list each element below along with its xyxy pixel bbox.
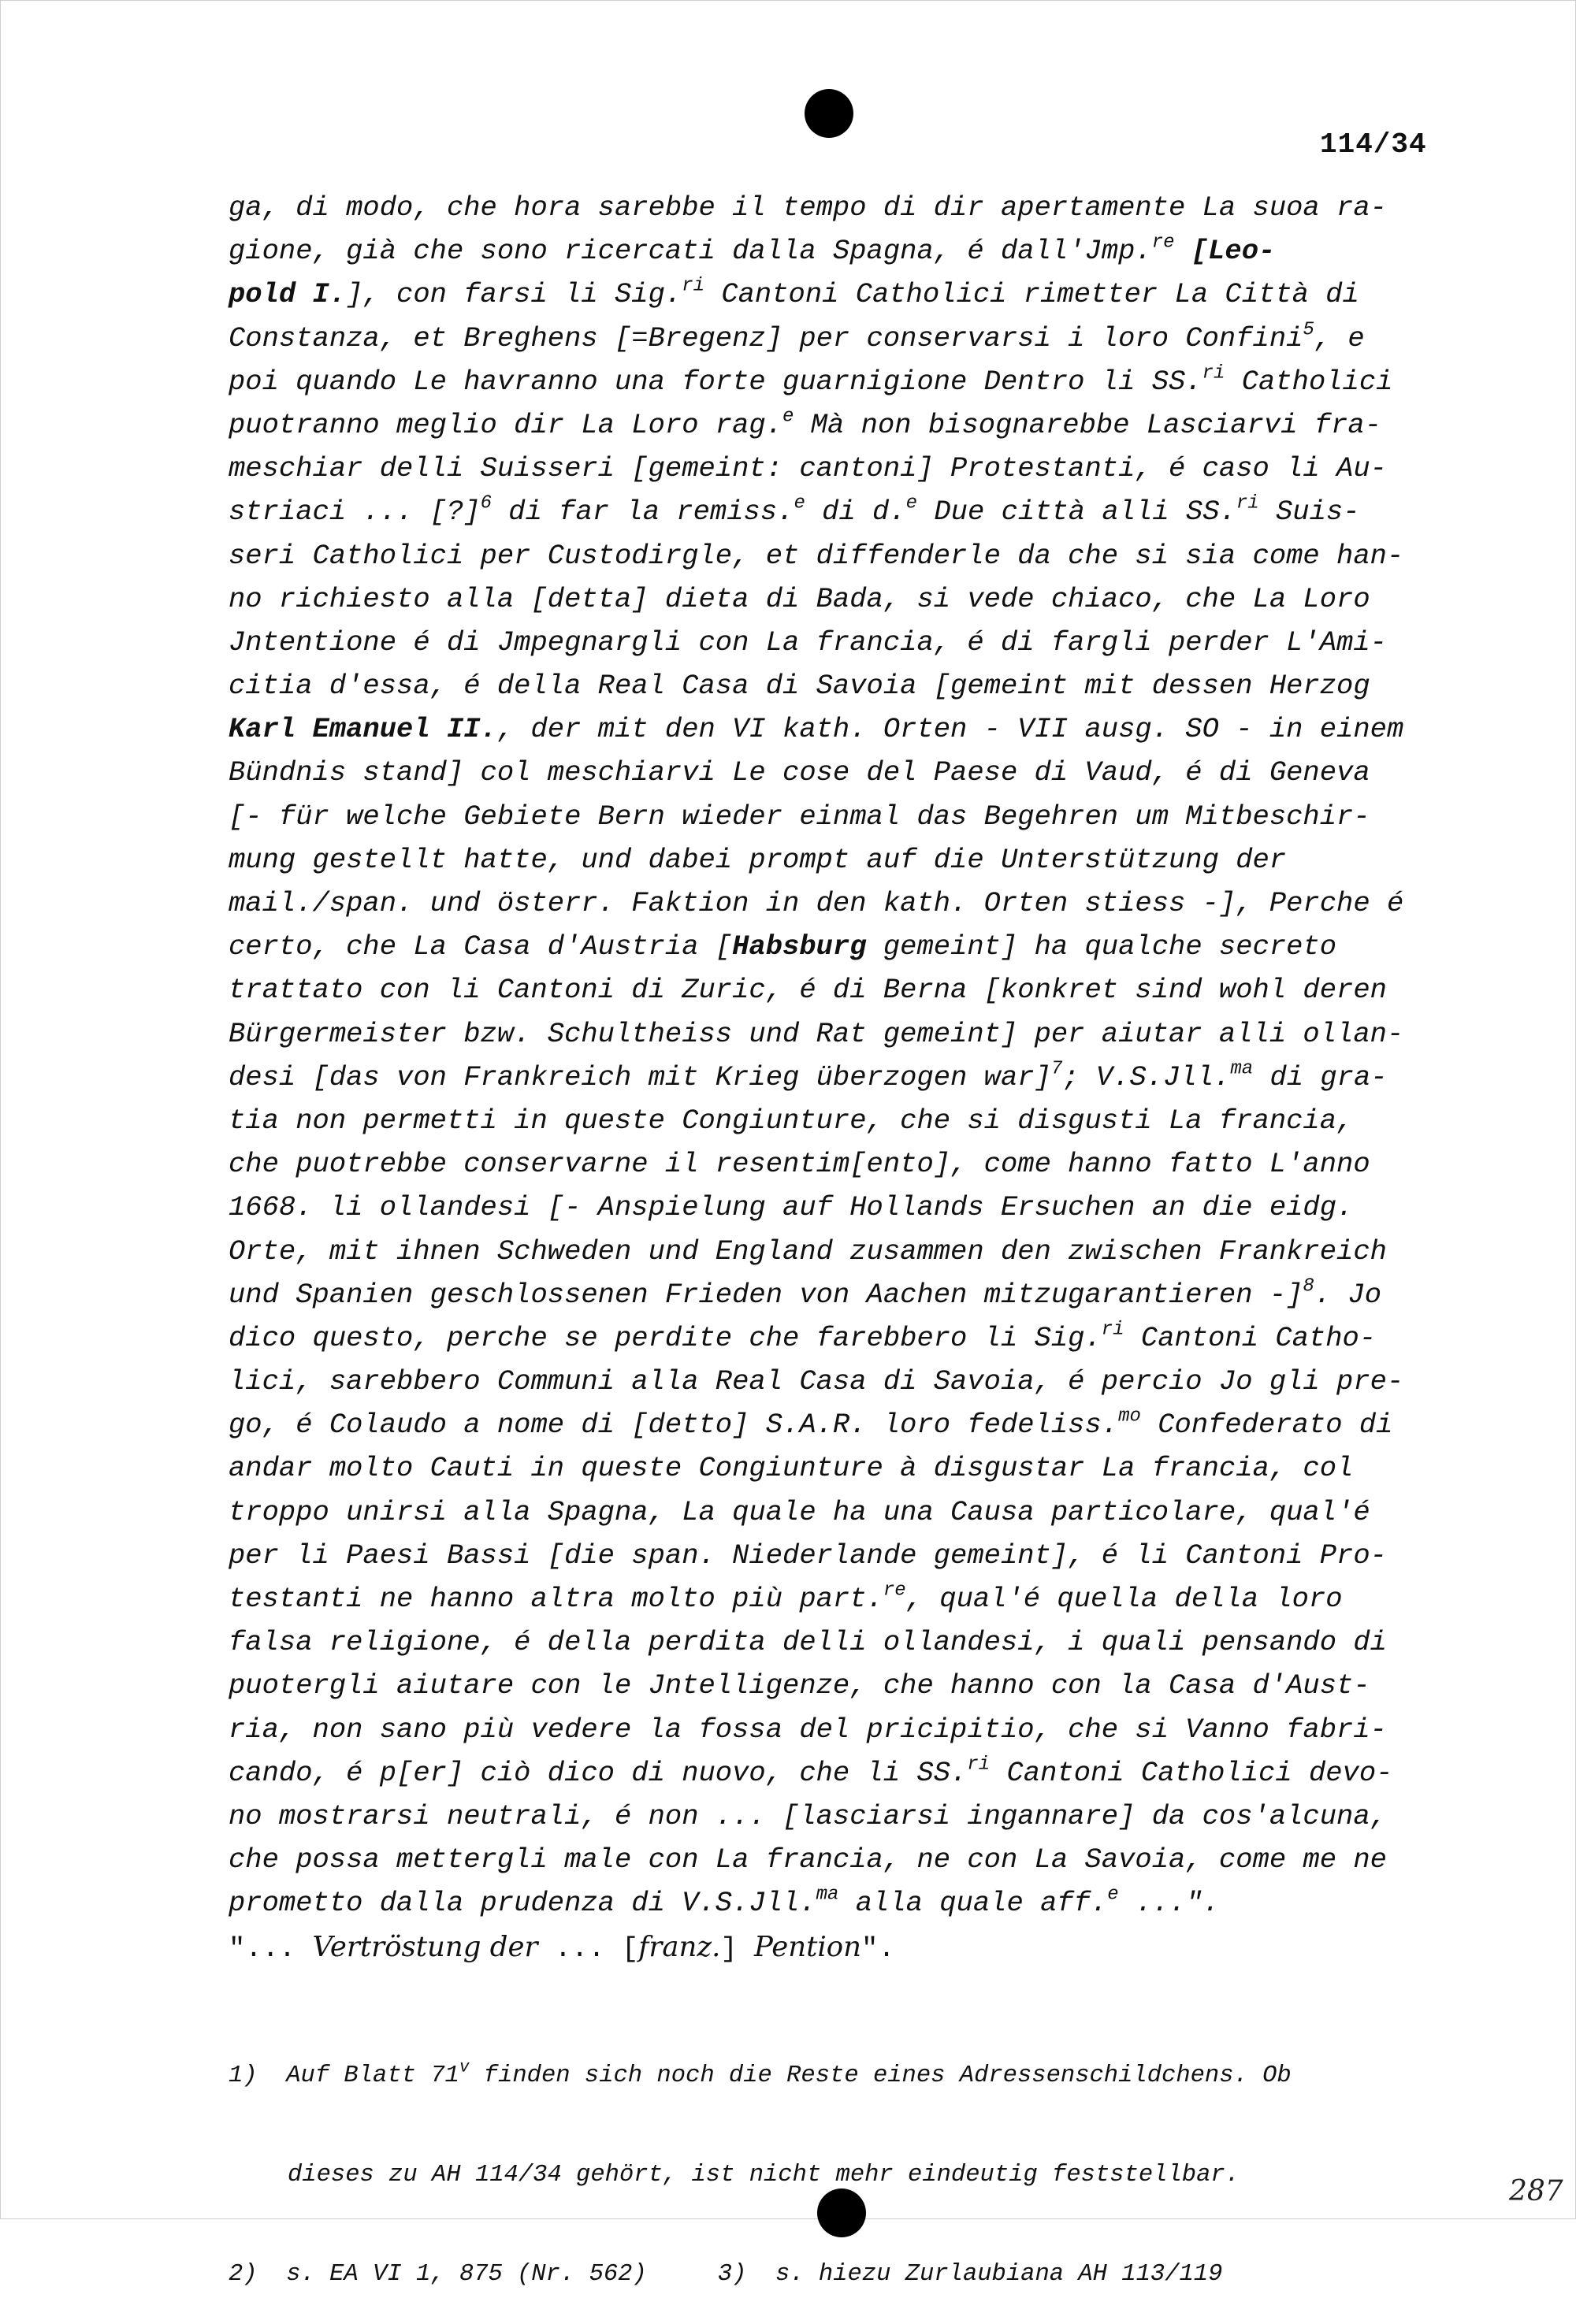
text-segment: dico questo, perche se perdite che farebbero li Sig. [229,1321,1102,1354]
text-line [229,1491,1446,1534]
text-segment: puotergli aiutare con le Jntelligenze, che hanno con la Casa d'Aust- [229,1669,1370,1702]
text-segment: no mostrarsi neutrali, é non ... [lasciarsi ingannare] da cos'alcuna, [229,1799,1387,1832]
text-line [229,882,1446,925]
text-segment: ; V.S.Jll. [1062,1060,1231,1093]
text-line [229,838,1446,882]
text-line [229,1273,1446,1316]
superscript: e [794,492,805,514]
footnote-1-line-2: dieses zu AH 114/34 gehört, ist nicht mehr eindeutig feststellbar. [288,2162,1240,2188]
text-segment: desi [das von Frankreich mit Krieg überzogen war] [229,1060,1051,1093]
text-segment: Jntentione é di Jmpegnargli con La francia, é di fargli perder L'Ami- [229,626,1387,659]
text-line [229,273,1446,316]
bold-text: Karl Emanuel II. [229,713,497,746]
text-line [229,1056,1446,1099]
text-segment: , e [1314,321,1365,355]
text-segment: striaci ... [?] [229,496,481,529]
text-segment: mail./span. und österr. Faktion in den kath. Orten stiess -], Perche é [229,887,1404,919]
footnote-1-text-a: 1) Auf Blatt 71 [229,2062,459,2089]
text-line [229,1142,1446,1186]
transcription-body [229,186,1446,1925]
text-segment: cando, é p[er] ciò dico di nuovo, che li SS. [229,1756,968,1789]
text-segment: go, é Colaudo a nome di [detto] S.A.R. loro fedeliss. [229,1409,1119,1442]
text-line [229,186,1446,229]
text-segment: ga, di modo, che hora sarebbe il tempo di dir apertamente La suoa ra- [229,191,1387,224]
text-segment: lici, sarebbero Communi alla Real Casa di Savoia, é percio Jo gli pre- [229,1365,1404,1398]
closing-script-1: Vertröstung der [312,1931,538,1963]
text-segment: no richiesto alla [detta] dieta di Bada, si vede chiaco, che La Loro [229,582,1370,615]
text-segment: che puotrebbe conservarne il resentim[ento], come hanno fatto L'anno [229,1148,1370,1181]
text-segment: Bündnis stand] col meschiarvi Le cose del Paese di Vaud, é di Geneva [229,756,1370,789]
page-number: 114/34 [1320,128,1427,161]
text-segment: trattato con li Cantoni di Zuric, é di Berna [konkret sind wohl deren [229,974,1387,1007]
text-line [229,1795,1446,1838]
text-line [229,1446,1446,1490]
text-segment: citia d'essa, é della Real Casa di Savoia [gemeint mit dessen Herzog [229,670,1370,703]
superscript: re [1151,232,1175,254]
superscript: 5 [1303,319,1314,341]
text-segment: Cantoni Catholici devo- [990,1756,1393,1789]
text-line [229,751,1446,794]
text-segment: di far la remiss. [491,496,794,529]
text-line [229,447,1446,490]
text-segment: . Jo [1314,1278,1382,1311]
text-segment: , qual'é quella della loro [905,1583,1343,1615]
closing-open: "... [229,1932,313,1965]
text-line [229,577,1446,621]
text-segment: Orte, mit ihnen Schweden und England zusammen den zwischen Frankreich [229,1234,1387,1268]
superscript: 6 [480,492,492,514]
text-line [229,1620,1446,1664]
text-segment: mung gestellt hatte, und dabei prompt auf die Unterstützung der [229,843,1287,876]
bold-text: Habsburg [732,930,867,963]
superscript: mo [1118,1405,1141,1427]
text-segment: ], con farsi li Sig. [346,278,682,311]
text-segment: , der mit den VI kath. Orten - VII ausg. SO - in einem [496,713,1404,746]
text-line [229,1186,1446,1229]
superscript: ri [1236,492,1259,514]
text-segment: testanti ne hanno altra molto più part. [229,1583,883,1615]
text-segment: Constanza, et Breghens [=Bregenz] per conservarsi i loro Confini [229,321,1303,355]
superscript: e [905,492,918,514]
text-segment: alla quale aff. [838,1887,1108,1920]
text-segment: ...". [1118,1887,1220,1920]
text-segment: seri Catholici per Custodirgle, et diffenderle da che si sia come han- [229,539,1404,572]
text-segment: puotranno meglio dir La Loro rag. [229,408,783,441]
text-line [229,1230,1446,1273]
text-line [229,317,1446,360]
text-segment: und Spanien geschlossenen Frieden von Aachen mitzugarantieren -] [229,1278,1303,1311]
text-line [229,621,1446,664]
footnote-3: 3) s. hiezu Zurlaubiana AH 113/119 [717,2261,1223,2288]
superscript: ri [1202,362,1225,384]
superscript: ma [816,1884,839,1906]
text-segment: che possa mettergli male con La francia, ne con La Savoia, come me ne [229,1843,1387,1877]
superscript: ri [967,1754,991,1776]
text-segment: meschiar delli Suisseri [gemeint: cantoni] Protestanti, é caso li Au- [229,452,1387,485]
bold-text: pold I. [229,278,347,311]
text-segment: prometto dalla prudenza di V.S.Jll. [229,1887,816,1920]
text-segment: ria, non sano più vedere la fossa del pricipitio, che si Vanno fabri- [229,1713,1387,1746]
text-line [229,534,1446,577]
superscript: ri [1101,1319,1124,1341]
footnote-2: 2) s. EA VI 1, 875 (Nr. 562) [229,2261,647,2288]
text-segment: gione, già che sono ricercati dalla Spagna, é dall'Jmp. [229,235,1152,268]
text-line [229,229,1446,273]
text-segment: [- für welche Gebiete Bern wieder einmal das Begehren um Mitbeschir- [229,800,1370,833]
text-line [229,1403,1446,1446]
closing-mid-1: ... [ [537,1932,639,1965]
text-segment: certo, che La Casa d'Austria [ [229,930,733,963]
text-segment: Due città alli SS. [917,496,1236,529]
text-line [229,1838,1446,1881]
text-segment: per li Paesi Bassi [die span. Niederlande gemeint], é li Cantoni Pro- [229,1539,1387,1572]
footnotes [229,1993,1292,2324]
text-segment: Mà non bisognarebbe Lasciarvi fra- [794,408,1382,441]
text-line [229,707,1446,751]
superscript: 7 [1050,1058,1063,1080]
text-line [229,795,1446,838]
punch-hole-top [805,89,853,138]
closing-script-3: Pention [754,1931,862,1963]
text-segment: Confederato di [1140,1409,1393,1442]
superscript: e [1107,1884,1119,1906]
text-line [229,1360,1446,1403]
text-segment: falsa religione, é della perdita delli ollandesi, i quali pensando di [229,1626,1387,1659]
text-line [229,925,1446,968]
text-segment: Cantoni Catholici rimetter La Città di [704,278,1359,311]
text-line [229,1099,1446,1142]
superscript: e [782,406,794,428]
footnote-2-3-line [229,2258,1292,2291]
text-line [229,1881,1446,1925]
superscript: ma [1230,1058,1254,1080]
text-line [229,1751,1446,1795]
footnote-1-sup: v [459,2059,470,2077]
closing-line [229,1931,895,1965]
closing-script-2: franz. [638,1931,721,1963]
superscript: ri [682,275,705,297]
text-segment: Suis- [1258,496,1360,529]
text-line [229,1534,1446,1577]
text-segment: andar molto Cauti in queste Congiunture à disgustar La francia, col [229,1452,1354,1485]
footnote-1-line-1 [229,2059,1292,2092]
bold-text: [Leo- [1174,235,1276,268]
text-segment: Cantoni Catho- [1124,1321,1377,1354]
text-line [229,1664,1446,1707]
text-segment: di d. [805,496,906,529]
text-segment: troppo unirsi alla Spagna, La quale ha una Causa particolare, qual'é [229,1495,1370,1528]
text-segment: gemeint] ha qualche secreto [866,930,1337,963]
text-line [229,1577,1446,1620]
text-line [229,360,1446,403]
text-segment: poi quando Le havranno una forte guarnigione Dentro li SS. [229,365,1202,398]
text-segment: di gra- [1253,1060,1388,1093]
text-line [229,1012,1446,1056]
footnote-1-text-b: finden sich noch die Reste eines Adressenschildchens. Ob [469,2062,1292,2089]
text-line [229,490,1446,533]
text-line [229,1316,1446,1360]
closing-mid-2: ] [720,1932,754,1965]
text-line [229,1708,1446,1751]
superscript: re [883,1580,906,1602]
text-segment: tia non permetti in queste Congiunture, che si disgusti La francia, [229,1104,1354,1137]
text-line [229,968,1446,1012]
closing-close: ". [861,1932,895,1965]
text-line [229,403,1446,447]
text-segment: 1668. li ollandesi [- Anspielung auf Hollands Ersuchen an die eidg. [229,1191,1354,1224]
superscript: 8 [1303,1275,1314,1298]
text-line [229,664,1446,707]
handwritten-page-number: 287 [1509,2175,1563,2207]
text-segment: Bürgermeister bzw. Schultheiss und Rat gemeint] per aiutar alli ollan- [229,1017,1404,1050]
text-segment: Catholici [1225,365,1393,398]
